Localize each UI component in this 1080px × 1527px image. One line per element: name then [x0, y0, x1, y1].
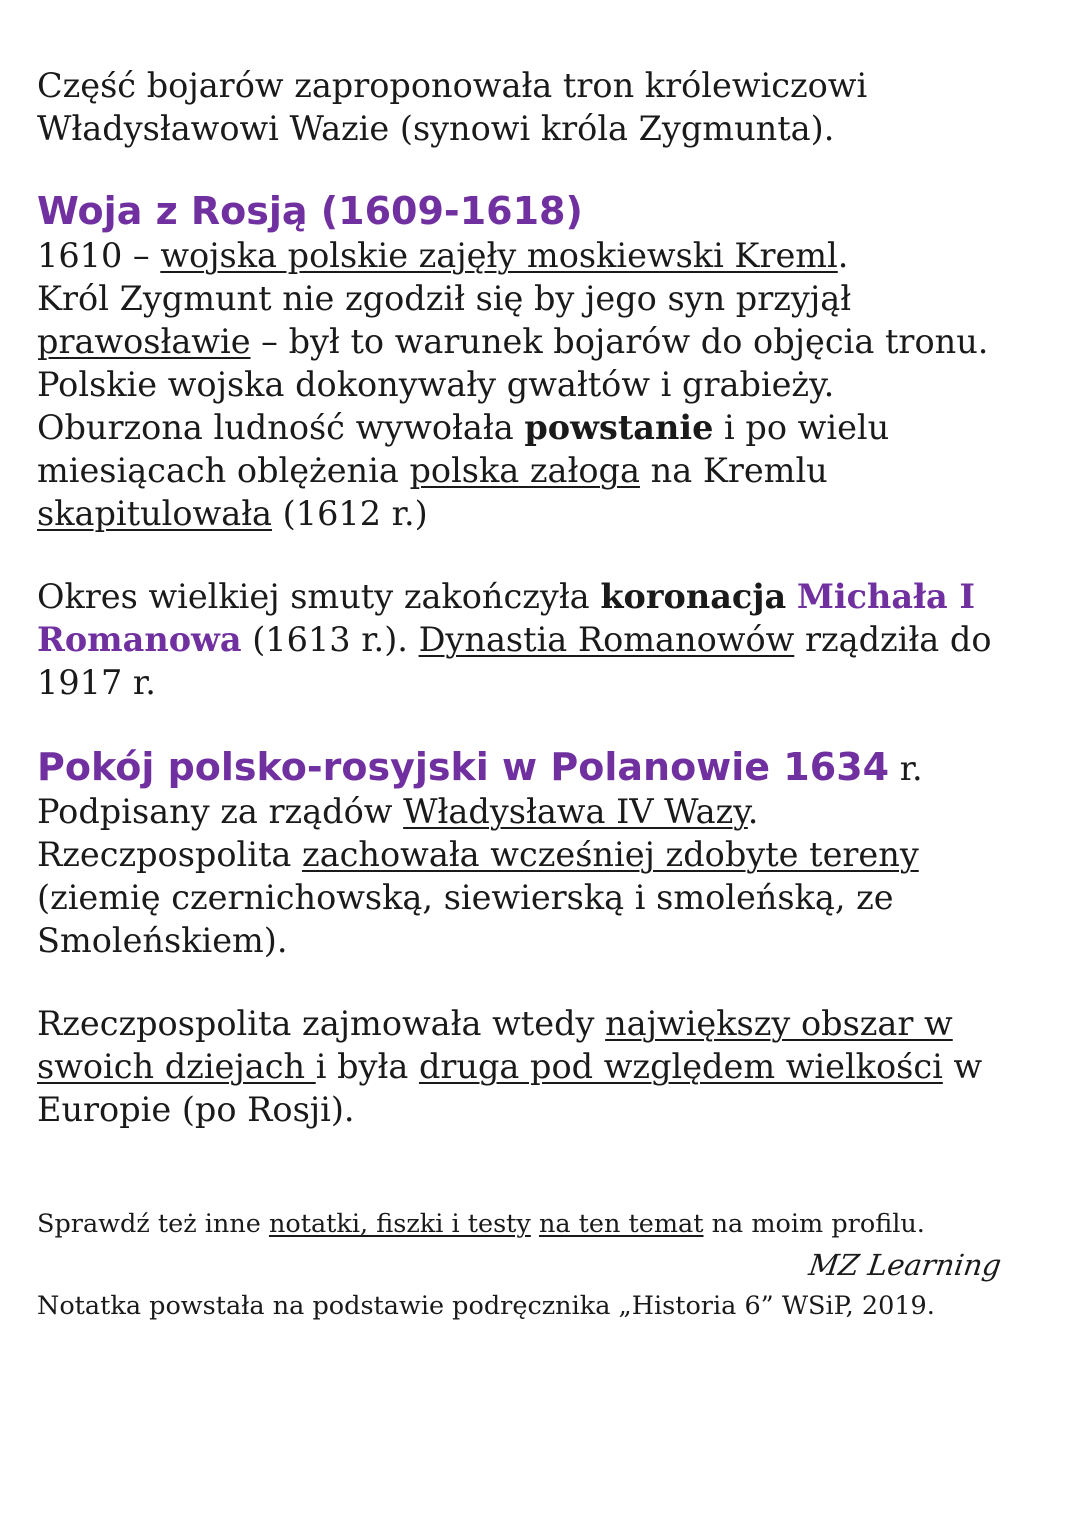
war-line-4: Polskie wojska dokonywały gwałtów i grabieży. — [37, 365, 835, 404]
area-line-1: Rzeczpospolita zajmowała wtedy największy obszar w — [37, 1004, 953, 1043]
smuta-line-3: 1917 r. — [37, 663, 156, 702]
peace-line-1: Podpisany za rządów Władysława IV Wazy. — [37, 792, 759, 831]
war-line-1: 1610 – wojska polskie zajęły moskiewski Kreml. — [37, 236, 849, 275]
area-line-3: Europie (po Rosji). — [37, 1090, 355, 1129]
smuta-line-2: Romanowa (1613 r.). Dynastia Romanowów rządziła do — [37, 620, 992, 659]
war-line-7: skapitulowała (1612 r.) — [37, 494, 428, 533]
peace-line-3: (ziemię czernichowską, siewierską i smoleńską, ze — [37, 878, 894, 917]
heading-peace-polanow: Pokój polsko-rosyjski w Polanowie 1634 r. — [37, 745, 923, 789]
document-page — [37, 64, 1047, 1321]
heading-war-with-russia: Woja z Rosją (1609-1618) — [37, 189, 583, 233]
smuta-line-1: Okres wielkiej smuty zakończyła koronacja Michała I — [37, 577, 976, 616]
war-line-6: miesiącach oblężenia polska załoga na Kremlu — [37, 451, 828, 490]
peace-line-4: Smoleńskiem). — [37, 921, 288, 960]
notes-link[interactable]: notatki, fiszki i testy — [268, 1209, 531, 1239]
peace-line-2: Rzeczpospolita zachowała wcześniej zdobyte tereny — [37, 835, 919, 874]
intro-line-1: Część bojarów zaproponowała tron królewiczowi — [37, 66, 868, 105]
intro-line-2: Władysławowi Wazie (synowi króla Zygmunta). — [37, 109, 835, 148]
war-line-2: Król Zygmunt nie zgodził się by jego syn przyjął — [37, 279, 852, 318]
area-line-2: swoich dziejach i była druga pod względem wielkości w — [37, 1047, 983, 1086]
footer-source: Notatka powstała na podstawie podręcznika „Historia 6” WSiP, 2019. — [37, 1291, 935, 1321]
author-signature: MZ Learning — [806, 1248, 1004, 1282]
topic-link[interactable]: na ten temat — [538, 1209, 704, 1239]
war-line-3: prawosławie – był to warunek bojarów do objęcia tronu. — [37, 322, 989, 361]
footer-profile-note: Sprawdź też inne notatki, fiszki i testy na ten temat na moim profilu. — [37, 1209, 925, 1239]
war-line-5: Oburzona ludność wywołała powstanie i po wielu — [37, 408, 890, 447]
